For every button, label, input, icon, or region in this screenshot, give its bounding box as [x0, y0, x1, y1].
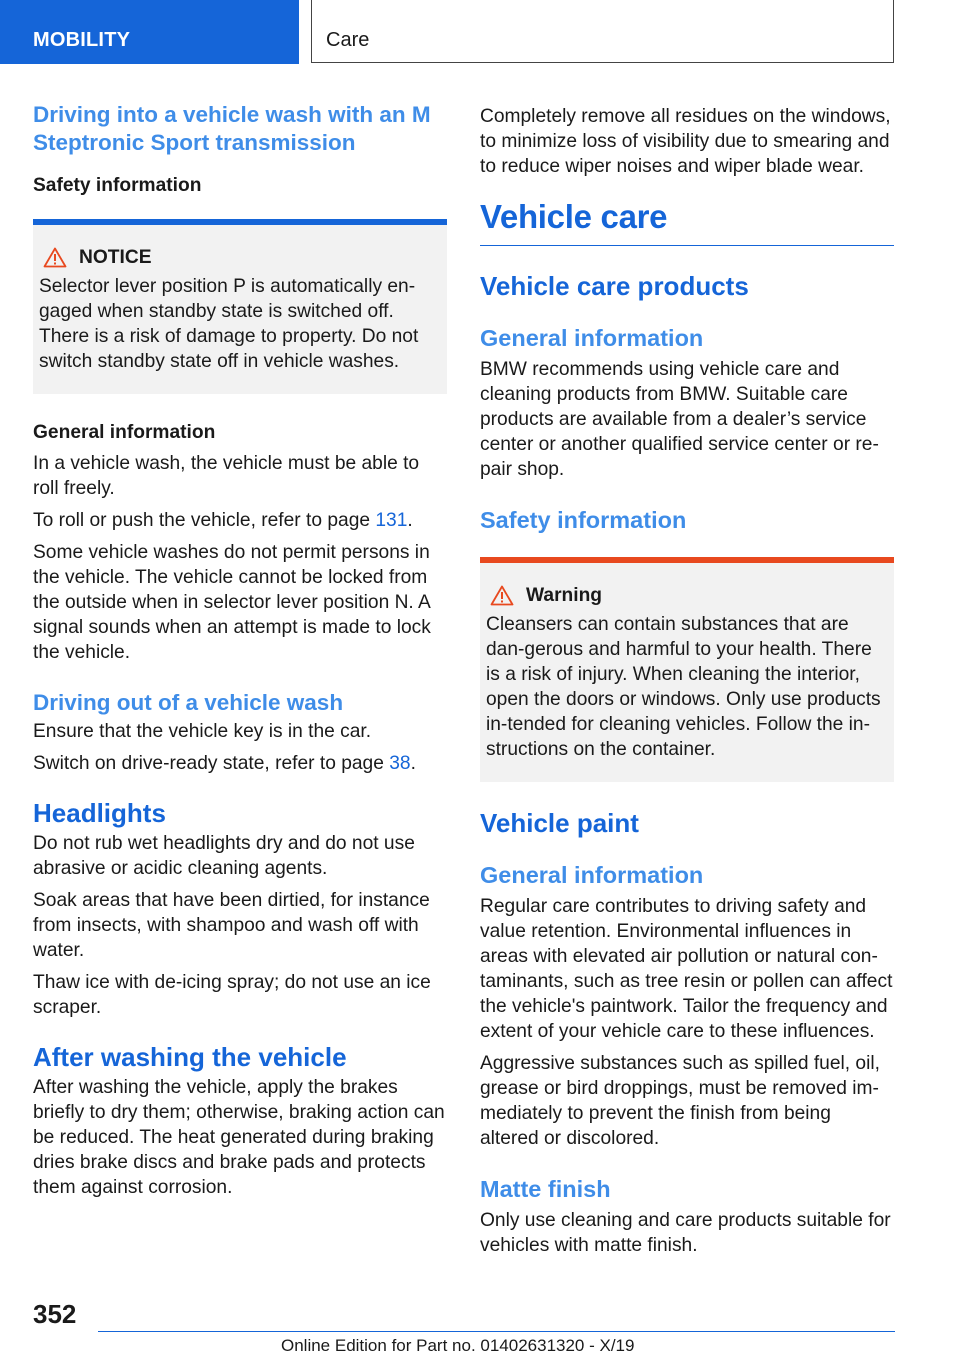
- after-washing-paragraph: After washing the vehicle, apply the brakes briefly to dry them; otherwise, braking action can be reduced. The heat generated during braking dries brake discs and brake pads and protects them against corrosion.: [33, 1077, 445, 1198]
- warning-triangle-icon: [43, 247, 67, 268]
- warning-label: Warning: [526, 585, 603, 606]
- driving-out-paragraph-2: Switch on drive-ready state, refer to page 38.: [33, 753, 416, 774]
- subsection-title-safety: Safety information: [480, 507, 687, 533]
- general-info-paragraph: BMW recommends using vehicle care and cleaning products from BMW. Suitable care products are available from a dealer’s service center or another qualified service center or re‐pair shop.: [480, 359, 879, 480]
- warning-box: [480, 557, 894, 782]
- paint-paragraph-2: Aggressive substances such as spilled fuel, oil, grease or bird droppings, must be removed im‐mediately to prevent the finish from being altered or discolored.: [480, 1053, 880, 1149]
- headlights-paragraph-3: Thaw ice with de-icing spray; do not use an ice scraper.: [33, 972, 431, 1018]
- section-label: MOBILITY: [33, 29, 131, 51]
- notice-box: [33, 219, 447, 394]
- section-title-care-products: Vehicle care products: [480, 271, 749, 301]
- notice-label: NOTICE: [79, 247, 152, 268]
- section-title-vehicle-wash: Driving into a vehicle wash with an M Steptronic Sport transmission: [33, 102, 431, 155]
- page-link-131[interactable]: 131: [375, 510, 408, 531]
- general-paragraph-2: To roll or push the vehicle, refer to page 131.: [33, 510, 413, 531]
- paint-paragraph-1: Regular care contributes to driving safety and value retention. Environmental influences in areas with elevated air pollution or natural con‐taminants, such as tree resin or pollen can affect the vehicle's paintwork. Tailor the frequency and extent of your vehicle care to these influences.: [480, 896, 893, 1042]
- chapter-title-vehicle-care: Vehicle care: [480, 198, 668, 235]
- intro-paragraph: Completely remove all residues on the windows, to minimize loss of visibility due to smearing and to reduce wiper noises and wiper blade wear.: [480, 106, 891, 177]
- subsection-title-general: General information: [480, 325, 704, 351]
- matte-paragraph: Only use cleaning and care products suitable for vehicles with matte finish.: [480, 1210, 891, 1256]
- notice-text: Selector lever position P is automatically en‐gaged when standby state is switched off. There is a risk of damage to property. Do not switch standby state off in vehicle washes.: [39, 276, 419, 372]
- safety-info-label: Safety information: [33, 175, 202, 196]
- page-number: 352: [33, 1299, 77, 1329]
- chapter-tab: [311, 0, 894, 63]
- subsection-title-paint-general: General information: [480, 862, 704, 888]
- subsection-title-matte: Matte finish: [480, 1176, 611, 1202]
- warning-text: Cleansers can contain substances that are dan‐gerous and harmful to your health. There is a risk of injury. When cleaning the interior, open the doors or windows. Only use products in‐tended for cleaning vehicles. Follow the in‐structions on the container.: [486, 614, 881, 760]
- section-tab[interactable]: [0, 0, 299, 64]
- vehicle-care-heading-block: [480, 197, 894, 246]
- headlights-paragraph-2: Soak areas that have been dirtied, for instance from insects, with shampoo and wash off with water.: [33, 890, 430, 961]
- general-paragraph-1: In a vehicle wash, the vehicle must be able to roll freely.: [33, 453, 420, 499]
- edition-text: Online Edition for Part no. 01402631320 - X/19: [281, 1336, 635, 1355]
- general-paragraph-3: Some vehicle washes do not permit persons in the vehicle. The vehicle cannot be locked from the outside when in selector lever position N. A signal sounds when an attempt is made to lock the vehicle.: [33, 542, 431, 663]
- general-info-label: General information: [33, 422, 216, 443]
- section-title-vehicle-paint: Vehicle paint: [480, 808, 639, 838]
- section-title-after-washing: After washing the vehicle: [33, 1042, 347, 1072]
- driving-out-paragraph-1: Ensure that the vehicle key is in the car.: [33, 721, 372, 742]
- chapter-label: Care: [326, 29, 370, 51]
- section-title-driving-out: Driving out of a vehicle wash: [33, 690, 344, 715]
- right-column: [480, 100, 894, 1258]
- section-title-headlights: Headlights: [33, 798, 166, 828]
- headlights-paragraph-1: Do not rub wet headlights dry and do not use abrasive or acidic cleaning agents.: [33, 833, 415, 879]
- warning-triangle-icon: [490, 585, 514, 606]
- left-column: [33, 100, 447, 1200]
- footer-rule: [98, 1331, 895, 1332]
- page-link-38[interactable]: 38: [389, 753, 411, 774]
